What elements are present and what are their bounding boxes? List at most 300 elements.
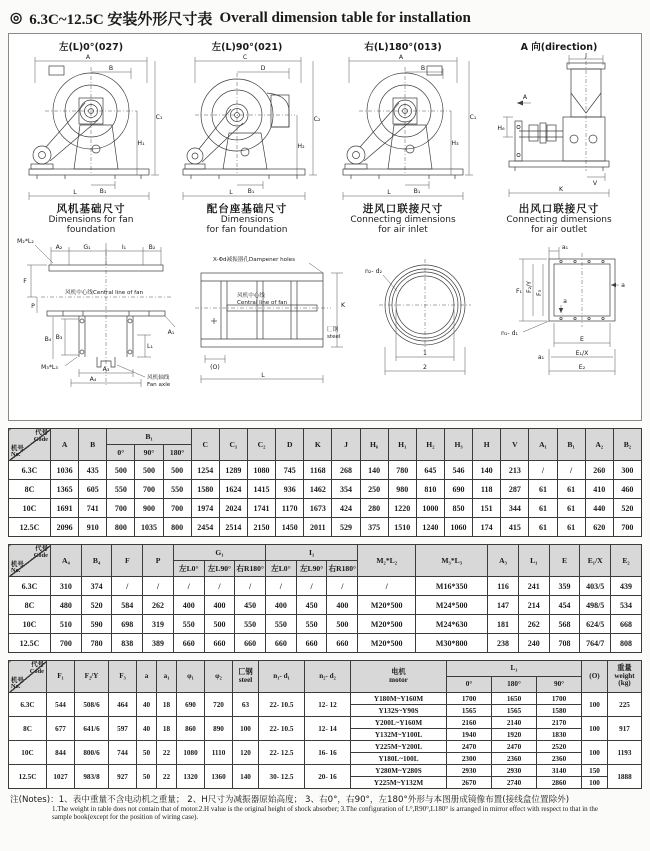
t3-l1-cell: 2520 [537, 741, 582, 753]
caption-en-line: Connecting dimensions [350, 215, 456, 225]
t1-value-cell: 1741 [247, 499, 275, 518]
notes-chinese: 注(Notes)：1、表中重量不含电动机之重量； 2、H尺寸为减振器原始高度； 3、右0°，右90°，左180°外形与本图册成镜像布置(接线盒位置除外) [10, 795, 570, 805]
t2-value-cell: 262 [518, 615, 549, 634]
t1-value-cell: 500 [163, 461, 191, 480]
t2-value-cell: / [296, 577, 327, 596]
t1-value-cell: 936 [276, 480, 304, 499]
dimension-table-3 [8, 660, 642, 789]
t2-group-header: I₁ [266, 545, 358, 561]
view-caption-zh: 配台座基础尺寸 [206, 204, 288, 215]
t2-value-cell: 660 [204, 634, 235, 653]
t2-value-cell: 660 [266, 634, 297, 653]
t3-motor-cell: Y180M~Y160M [351, 693, 447, 705]
dimension-table-1 [8, 428, 642, 537]
t1-value-cell: 690 [444, 480, 472, 499]
dim-label: C₁ [469, 114, 477, 121]
dim-label: A [398, 54, 404, 61]
t2-value-cell: / [204, 577, 235, 596]
t1-value-cell: 645 [416, 461, 444, 480]
t1-value-cell: / [529, 461, 557, 480]
dim-label: E₂ [578, 364, 586, 372]
t1-value-cell: 1673 [304, 499, 332, 518]
dim-label: E₁/X [575, 350, 589, 358]
t2-value-cell: 310 [51, 577, 82, 596]
t2-value-cell: 500 [204, 615, 235, 634]
t2-value-cell: M24*630 [416, 615, 488, 634]
t1-value-cell: 550 [107, 480, 135, 499]
dim-label: K [340, 302, 346, 310]
t2-value-cell: 403/5 [580, 577, 611, 596]
t2-value-cell: M20*500 [358, 615, 416, 634]
t3-motor-cell: Y280M~Y280S [351, 765, 447, 777]
air-outlet-flange-drawing [487, 235, 637, 393]
fan-front-view-drawing [483, 53, 635, 201]
t3-value-cell: 18 [157, 693, 177, 717]
t1-value-cell: 440 [585, 499, 613, 518]
channel-steel-label-zh: 匚钢 [327, 327, 339, 334]
t3-l1-cell: 2860 [537, 777, 582, 789]
t1-value-cell: 780 [388, 461, 416, 480]
t2-value-cell: / [358, 577, 416, 596]
t2-value-cell: 400 [173, 596, 204, 615]
t3-column-header: 电机 motor [351, 661, 447, 693]
t3-value-cell: 690 [177, 693, 205, 717]
t2-value-cell: 708 [549, 634, 580, 653]
caption-en-line: for fan foundation [206, 224, 288, 235]
t3-group-header: L₁ [447, 661, 582, 677]
t3-o-cell: 100 [582, 693, 608, 717]
t2-column-header: P [143, 545, 174, 577]
t1-value-cell: 2454 [191, 518, 219, 537]
dim-label: B [108, 65, 114, 72]
t3-o-cell: 100 [582, 777, 608, 789]
dim-label: 1 [423, 350, 427, 358]
t2-value-cell: / [327, 577, 358, 596]
t1-value-cell: 1510 [388, 518, 416, 537]
t3-column-header: 重量 weight (kg) [608, 661, 642, 693]
dim-label: I₁ [121, 244, 127, 252]
t1-code-cell: 10C [9, 499, 51, 518]
t1-column-header: H [473, 429, 501, 461]
t3-motor-cell: Y132S~Y90S [351, 705, 447, 717]
t1-value-cell: 980 [388, 480, 416, 499]
t2-code-cell: 6.3C [9, 577, 51, 596]
dim-label: P [31, 303, 35, 311]
t3-l1-cell: 2740 [492, 777, 537, 789]
t1-value-cell: 250 [360, 480, 388, 499]
t2-column-header: E [549, 545, 580, 577]
t2-value-cell: 238 [488, 634, 519, 653]
t1-sub-header: 0° [107, 445, 135, 461]
t3-motor-cell: Y225M~Y132M [351, 777, 447, 789]
t2-column-header: M₂*L₂ [358, 545, 416, 577]
page-title-en: Overall dimension table for installation [219, 10, 471, 26]
t1-value-cell: / [557, 461, 585, 480]
t1-value-cell: 1035 [135, 518, 163, 537]
t1-value-cell: 520 [613, 499, 641, 518]
t3-value-cell: 927 [109, 765, 137, 789]
t3-l1-cell: 2160 [447, 717, 492, 729]
t2-value-cell: 550 [173, 615, 204, 634]
t1-column-header: B [79, 429, 107, 461]
t1-value-cell: 61 [529, 499, 557, 518]
t2-column-header: E₁/X [580, 545, 611, 577]
dim-label: B₂ [148, 244, 156, 252]
t1-value-cell: 140 [473, 461, 501, 480]
t1-value-cell: 424 [332, 499, 360, 518]
t1-value-cell: 1365 [51, 480, 79, 499]
dim-label: 2 [423, 364, 427, 372]
t3-value-cell: 464 [109, 693, 137, 717]
t1-value-cell: 415 [501, 518, 529, 537]
dim-label: C₂ [313, 116, 321, 123]
fan-side-view-90-drawing [171, 53, 323, 201]
dim-label: D [260, 65, 266, 72]
air-inlet-drawing [359, 235, 487, 393]
bullet-icon: ◎ [10, 10, 23, 26]
dim-label: H₆ [497, 125, 505, 132]
t3-value-cell: 120 [233, 741, 259, 765]
dim-label: B₁ [413, 188, 421, 195]
t3-l1-cell: 1565 [492, 705, 537, 717]
page-title [8, 5, 642, 33]
t2-value-cell: 240 [518, 634, 549, 653]
t3-o-cell: 100 [582, 717, 608, 741]
dim-label: L [73, 189, 77, 196]
t2-value-cell: 450 [296, 596, 327, 615]
t2-value-cell: 262 [143, 596, 174, 615]
t1-value-cell: 287 [501, 480, 529, 499]
t3-l1-cell: 2470 [447, 741, 492, 753]
t1-column-header: K [304, 429, 332, 461]
t3-o-cell: 150 [582, 765, 608, 777]
t1-value-cell: 1974 [191, 499, 219, 518]
t3-column-header: (O) [582, 661, 608, 693]
dim-label: B₁ [99, 188, 107, 195]
dim-label: F₂/Y [526, 281, 533, 294]
t1-value-cell: 2011 [304, 518, 332, 537]
t1-value-cell: 300 [613, 461, 641, 480]
t3-code-cell: 8C [9, 717, 47, 741]
t1-value-cell: 2514 [219, 518, 247, 537]
t3-value-cell: 40 [137, 717, 157, 741]
fan-side-view-180-drawing [327, 53, 479, 201]
t1-row [9, 480, 642, 499]
t1-value-cell: 500 [107, 461, 135, 480]
t2-value-cell: 624/5 [580, 615, 611, 634]
t1-value-cell: 61 [529, 480, 557, 499]
drawing-panel [8, 33, 642, 421]
t3-weight-cell: 1888 [608, 765, 642, 789]
t1-value-cell: 140 [360, 461, 388, 480]
t1-value-cell: 61 [557, 499, 585, 518]
t2-value-cell: 510 [51, 615, 82, 634]
t1-value-cell: 344 [501, 499, 529, 518]
caption-en-line: Dimensions [220, 215, 274, 225]
dimension-table-2 [8, 544, 642, 653]
t2-sub-header: 左L90° [296, 561, 327, 577]
t2-value-cell: 400 [266, 596, 297, 615]
notes-section [8, 793, 642, 821]
t1-value-cell: 1060 [444, 518, 472, 537]
t2-value-cell: 838 [112, 634, 143, 653]
t1-value-cell: 1000 [416, 499, 444, 518]
t1-value-cell: 2024 [219, 499, 247, 518]
t3-value-cell: 140 [233, 765, 259, 789]
t1-value-cell: 1220 [388, 499, 416, 518]
dim-label: L [261, 372, 265, 380]
t1-code-cell: 8C [9, 480, 51, 499]
fan-axle-label-en: Fan axle [147, 382, 171, 389]
t2-value-cell: 319 [143, 615, 174, 634]
t2-column-header: E₂ [611, 545, 642, 577]
t2-value-cell: 780 [81, 634, 112, 653]
t2-value-cell: 660 [173, 634, 204, 653]
view-left-0 [13, 36, 169, 235]
t1-row [9, 461, 642, 480]
t2-column-header: A₃ [488, 545, 519, 577]
t2-value-cell: 241 [518, 577, 549, 596]
t1-value-cell: 151 [473, 499, 501, 518]
t3-column-header: F₁ [47, 661, 75, 693]
t1-value-cell: 1240 [416, 518, 444, 537]
t1-value-cell: 460 [613, 480, 641, 499]
centerline-label: 风机中心线Central line of fan [65, 290, 144, 297]
foundation-plan-drawing [13, 235, 191, 393]
t3-l1-cell: 2470 [492, 741, 537, 753]
t2-sub-header: 右R180° [327, 561, 358, 577]
view-caption-zh: 出风口联接尺寸 [518, 204, 600, 215]
t3-code-cell: 10C [9, 741, 47, 765]
t2-sub-header: 右R180° [235, 561, 266, 577]
view-caption-en [325, 216, 481, 235]
t1-column-header: H₆ [360, 429, 388, 461]
t1-value-cell: 900 [135, 499, 163, 518]
t2-row [9, 615, 642, 634]
dim-label: B₃ [55, 334, 63, 342]
t2-value-cell: M24*500 [416, 596, 488, 615]
view-caption-en [169, 216, 325, 235]
t1-value-cell: 61 [557, 480, 585, 499]
t3-l1-cell: 2300 [447, 753, 492, 765]
t1-column-header: C [191, 429, 219, 461]
t3-value-cell: 22 [157, 741, 177, 765]
t1-value-cell: 546 [444, 461, 472, 480]
t3-column-header: a [137, 661, 157, 693]
t1-column-header: A₁ [529, 429, 557, 461]
t2-value-cell: 660 [296, 634, 327, 653]
t1-row [9, 518, 642, 537]
t2-corner-cell: 代号 Code 机号 No. [9, 545, 51, 577]
fan-axle-label-zh: 风机轴线 [147, 375, 170, 382]
t3-weight-cell: 1193 [608, 741, 642, 765]
dim-label: a [563, 298, 567, 306]
t3-column-header: 匚钢 steel [233, 661, 259, 693]
dim-label: A₁ [167, 329, 175, 337]
t3-value-cell: 890 [205, 717, 233, 741]
dim-label: C₁ [155, 114, 163, 121]
dim-label: H₁ [137, 140, 145, 147]
t1-value-cell: 1254 [191, 461, 219, 480]
t3-l1-cell: 1940 [447, 729, 492, 741]
t3-row [9, 741, 642, 753]
dim-label: B₄ [44, 336, 52, 344]
view-heading: A 向(direction) [520, 42, 598, 53]
dim-label: H₃ [451, 140, 459, 147]
t3-l1-cell: 2360 [492, 753, 537, 765]
t3-value-cell: 597 [109, 717, 137, 741]
t1-value-cell: 1624 [219, 480, 247, 499]
t3-code-cell: 12.5C [9, 765, 47, 789]
bolt-spec-label: M₂*L₂ [17, 238, 34, 246]
t2-value-cell: 700 [51, 634, 82, 653]
t2-value-cell: 660 [235, 634, 266, 653]
t3-column-header: F₃ [109, 661, 137, 693]
t1-value-cell: 1170 [276, 499, 304, 518]
t1-value-cell: 700 [135, 480, 163, 499]
t1-value-cell: 260 [585, 461, 613, 480]
dim-label: B₁ [247, 188, 255, 195]
t2-value-cell: 400 [327, 596, 358, 615]
t3-motor-cell: Y180L~100L [351, 753, 447, 765]
t1-value-cell: 529 [332, 518, 360, 537]
t3-value-cell: 1360 [205, 765, 233, 789]
detail-drawings-row [9, 235, 641, 393]
dim-label: B [420, 65, 426, 72]
t3-l1-cell: 2930 [492, 765, 537, 777]
t2-value-cell: M16*350 [416, 577, 488, 596]
t2-value-cell: 450 [235, 596, 266, 615]
fan-views-row [9, 34, 641, 235]
t3-value-cell: 720 [205, 693, 233, 717]
t1-value-cell: 268 [332, 461, 360, 480]
dim-label: F₃ [536, 290, 543, 297]
t2-code-cell: 8C [9, 596, 51, 615]
t1-value-cell: 850 [444, 499, 472, 518]
t2-value-cell: 550 [266, 615, 297, 634]
t2-value-cell: 550 [296, 615, 327, 634]
t1-value-cell: 1289 [219, 461, 247, 480]
t1-value-cell: 550 [163, 480, 191, 499]
t1-column-header: V [501, 429, 529, 461]
t3-value-cell: 641/6 [75, 717, 109, 741]
t3-value-cell: 983/8 [75, 765, 109, 789]
t1-sub-header: 90° [135, 445, 163, 461]
t1-value-cell: 700 [107, 499, 135, 518]
t2-row [9, 577, 642, 596]
t3-value-cell: 100 [233, 717, 259, 741]
dim-label: J [585, 53, 587, 59]
dim-label: a₁ [561, 244, 569, 252]
t2-value-cell: / [143, 577, 174, 596]
t1-column-header: A₂ [585, 429, 613, 461]
t3-l1-cell: 2360 [537, 753, 582, 765]
t3-value-cell: 12- 12 [305, 693, 351, 717]
t2-column-header: A₄ [51, 545, 82, 577]
t2-column-header: L₁ [518, 545, 549, 577]
dim-label: G₁ [83, 244, 91, 252]
t1-code-cell: 12.5C [9, 518, 51, 537]
t1-value-cell: 1080 [247, 461, 275, 480]
t2-column-header: F [112, 545, 143, 577]
t3-value-cell: 22- 12.5 [259, 741, 305, 765]
t1-value-cell: 354 [332, 480, 360, 499]
t2-value-cell: 439 [611, 577, 642, 596]
t2-group-header: G₁ [173, 545, 265, 561]
dim-label: V [592, 180, 598, 187]
t2-value-cell: 400 [204, 596, 235, 615]
dim-label: L [387, 189, 391, 196]
t1-column-header: H₃ [444, 429, 472, 461]
t2-value-cell: M20*500 [358, 596, 416, 615]
t2-value-cell: / [235, 577, 266, 596]
t2-value-cell: 584 [112, 596, 143, 615]
page-title-zh: 6.3C~12.5C 安装外形尺寸表 [29, 12, 213, 28]
t1-column-header: A [51, 429, 79, 461]
t2-value-cell: 359 [549, 577, 580, 596]
t3-sub-header: 90° [537, 677, 582, 693]
centerline-label-zh: 风机中心线 [237, 293, 265, 300]
t3-motor-cell: Y200L~Y160M [351, 717, 447, 729]
t1-group-header: B₁ [107, 429, 191, 445]
view-left-90 [169, 36, 325, 235]
t2-value-cell: 500 [327, 615, 358, 634]
dim-label: C [242, 54, 248, 61]
t3-value-cell: 844 [47, 741, 75, 765]
inlet-holes-label: n₂- d₂ [365, 268, 383, 276]
t1-column-header: B₁ [557, 429, 585, 461]
notes-english: 1.The weight in table does not contain that of motor.2.H value is the original height of shock absorber; 3.The configuration of L°,R90°,L180° is arranged in mirror effect with respect to that in the sample book(except for the position of wiring case). [52, 805, 598, 822]
dim-label: K [558, 186, 564, 193]
dim-label: L₁ [147, 343, 153, 351]
t3-l1-cell: 1565 [447, 705, 492, 717]
channel-steel-label-en: steel [327, 334, 341, 341]
t1-value-cell: 375 [360, 518, 388, 537]
t1-column-header: C₂ [247, 429, 275, 461]
t1-value-cell: 213 [501, 461, 529, 480]
t3-weight-cell: 917 [608, 717, 642, 741]
t3-value-cell: 860 [177, 717, 205, 741]
t3-o-cell: 100 [582, 741, 608, 765]
t1-column-header: B₂ [613, 429, 641, 461]
t1-value-cell: 61 [557, 518, 585, 537]
t2-value-cell: / [173, 577, 204, 596]
t2-sub-header: 左L0° [266, 561, 297, 577]
view-heading: 左(L)0°(027) [58, 42, 124, 53]
t1-value-cell: 500 [135, 461, 163, 480]
t3-value-cell: 12- 14 [305, 717, 351, 741]
t3-value-cell: 508/6 [75, 693, 109, 717]
t1-column-header: H₁ [388, 429, 416, 461]
t1-code-cell: 6.3C [9, 461, 51, 480]
base-frame-drawing [191, 235, 359, 393]
t3-l1-cell: 2140 [492, 717, 537, 729]
t1-value-cell: 2096 [51, 518, 79, 537]
caption-en-line: Dimensions for fan [48, 215, 134, 225]
t3-row [9, 693, 642, 705]
t1-value-cell: 1580 [191, 480, 219, 499]
view-caption-zh: 风机基础尺寸 [56, 204, 126, 215]
t2-value-cell: 808 [611, 634, 642, 653]
t3-sub-header: 0° [447, 677, 492, 693]
t3-column-header: F₂/Y [75, 661, 109, 693]
dim-label: a [621, 282, 625, 290]
fan-side-view-0-drawing [15, 53, 167, 201]
t3-column-header: φ₂ [205, 661, 233, 693]
t3-sub-header: 180° [492, 677, 537, 693]
t1-value-cell: 1450 [276, 518, 304, 537]
t3-l1-cell: 1700 [537, 693, 582, 705]
